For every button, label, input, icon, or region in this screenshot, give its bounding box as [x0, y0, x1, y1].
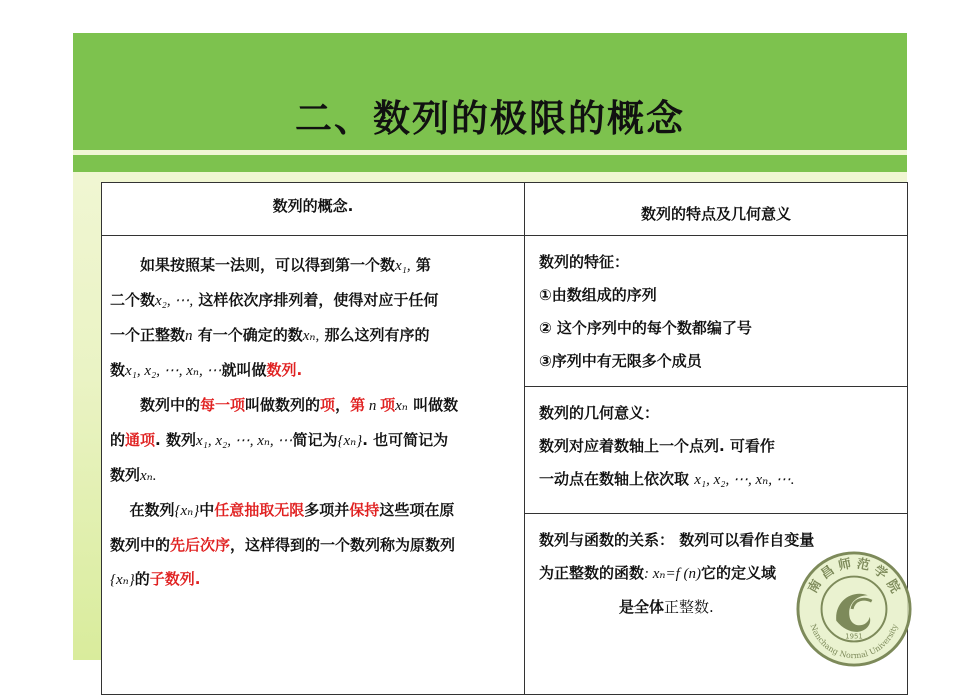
features-cell — [525, 236, 908, 387]
feature-item: ①由数组成的序列 — [539, 286, 657, 304]
features-heading: 数列的特征： — [539, 253, 630, 271]
seal-text-top: 南 昌 师 范 学 院 — [805, 556, 903, 596]
definition-line: 数x₁, x₂, ⋯, xₙ, ⋯就叫做数列. — [110, 361, 303, 379]
definition-line: {xₙ}的子数列. — [110, 570, 201, 588]
geometry-line: 一动点在数轴上依次取 x₁, x₂, ⋯, xₙ, ⋯. — [539, 470, 795, 488]
function-line: 为正整数的函数: xₙ=f (n)它的定义域 — [539, 564, 777, 582]
feature-item: ② 这个序列中的每个数都编了号 — [539, 319, 752, 337]
definition-cell — [102, 236, 525, 695]
geometry-line: 数列对应着数轴上一个点列. 可看作 — [539, 437, 775, 455]
feature-item: ③序列中有无限多个成员 — [539, 352, 702, 370]
title-band — [73, 33, 907, 150]
definition-line: 一个正整数n 有一个确定的数xₙ, 那么这列有序的 — [110, 326, 430, 344]
definition-line: 在数列{xₙ}中任意抽取无限多项并保持这些项在原 — [129, 501, 455, 519]
geometry-heading: 数列的几何意义： — [539, 404, 660, 422]
function-line: 数列与函数的关系： 数列可以看作自变量 — [539, 531, 815, 549]
university-seal-icon — [795, 550, 913, 668]
header-left: 数列的概念. — [102, 183, 525, 236]
definition-line: 数列中的每一项叫做数列的项，第 n 项xₙ 叫做数 — [140, 396, 459, 414]
header-right: 数列的特点及几何意义 — [525, 183, 908, 236]
definition-line: 数列中的先后次序，这样得到的一个数列称为原数列 — [110, 536, 456, 554]
seal-year: 1951 — [845, 632, 863, 641]
page-title: 二、数列的极限的概念 — [295, 97, 685, 140]
definition-line: 二个数x₂, ⋯, 这样依次序排列着，使得对应于任何 — [110, 291, 439, 309]
content-table — [101, 182, 908, 695]
title-stripe — [73, 155, 907, 172]
geometry-cell — [525, 387, 908, 514]
definition-line: 如果按照某一法则，可以得到第一个数x₁, 第 — [140, 256, 431, 274]
definition-line: 数列xₙ. — [110, 466, 157, 484]
definition-line: 的通项. 数列x₁, x₂, ⋯, xₙ, ⋯简记为{xₙ}. 也可简记为 — [110, 431, 449, 449]
function-line: 是全体正整数. — [619, 598, 714, 616]
seal-text-bottom: Nanchang Normal University — [808, 622, 900, 661]
